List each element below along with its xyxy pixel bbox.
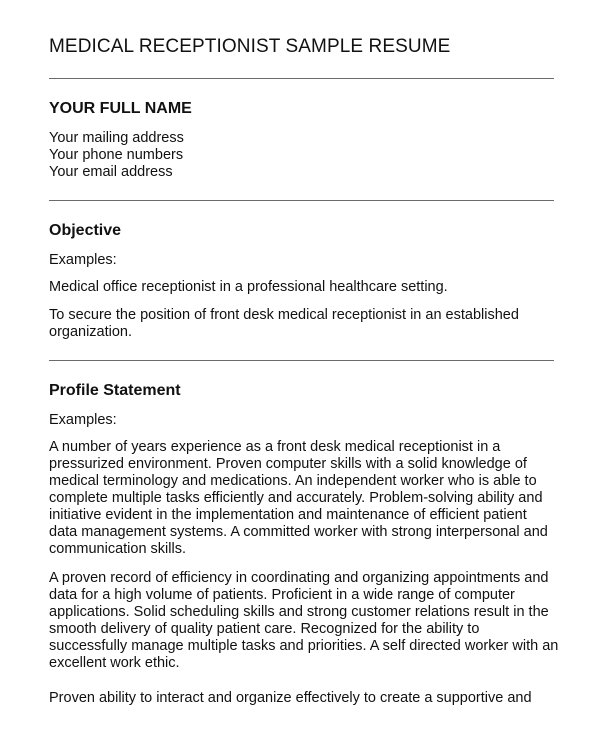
profile-paragraph-3	[49, 690, 569, 707]
profile-paragraph-1-line: pressurized environment. Proven computer skills with a solid knowledge of	[49, 456, 527, 472]
profile-paragraph-1	[49, 439, 569, 558]
profile-paragraph-2-line: excellent work ethic.	[49, 655, 180, 671]
profile-paragraph-3-line: Proven ability to interact and organize effectively to create a supportive and	[49, 690, 532, 706]
profile-paragraph-2-line: applications. Solid scheduling skills and strong customer relations result in the	[49, 604, 549, 620]
document-title: MEDICAL RECEPTIONIST SAMPLE RESUME	[49, 36, 451, 57]
objective-examples-label: Examples:	[49, 252, 117, 268]
profile-paragraph-2-line: A proven record of efficiency in coordinating and organizing appointments and	[49, 570, 549, 586]
objective-heading: Objective	[49, 222, 122, 239]
profile-paragraph-1-line: complete multiple tasks efficiently and accurately. Problem-solving ability and	[49, 490, 543, 506]
contact-block	[49, 130, 569, 181]
divider-objective	[49, 360, 554, 361]
mailing-address: Your mailing address	[49, 130, 184, 146]
profile-paragraph-1-line: A number of years experience as a front desk medical receptionist in a	[49, 439, 501, 455]
profile-paragraph-2-line: successfully manage multiple tasks and priorities. A self directed worker with an	[49, 638, 559, 654]
divider-title	[49, 78, 554, 79]
email-address: Your email address	[49, 164, 173, 180]
objective-example-2	[49, 307, 569, 341]
profile-paragraph-2-line: data for a high volume of patients. Proficient in a wide range of computer	[49, 587, 515, 603]
objective-example-1: Medical office receptionist in a professional healthcare setting.	[49, 279, 448, 295]
profile-paragraph-1-line: initiative evident in the implementation and maintenance of efficient patient	[49, 507, 527, 523]
profile-paragraph-2-line: smooth delivery of quality patient care. Recognized for the ability to	[49, 621, 480, 637]
divider-contact	[49, 200, 554, 201]
objective-example-2-line: organization.	[49, 324, 133, 340]
profile-paragraph-1-line: communication skills.	[49, 541, 186, 557]
full-name-heading: YOUR FULL NAME	[49, 100, 192, 117]
profile-examples-label: Examples:	[49, 412, 117, 428]
profile-paragraph-1-line: medical terminology and medications. An independent worker who is able to	[49, 473, 537, 489]
profile-paragraph-1-line: data management systems. A committed worker with strong interpersonal and	[49, 524, 548, 540]
profile-paragraph-2	[49, 570, 569, 672]
objective-example-2-line: To secure the position of front desk medical receptionist in an established	[49, 307, 519, 323]
phone-numbers: Your phone numbers	[49, 147, 184, 163]
profile-statement-heading: Profile Statement	[49, 382, 181, 399]
